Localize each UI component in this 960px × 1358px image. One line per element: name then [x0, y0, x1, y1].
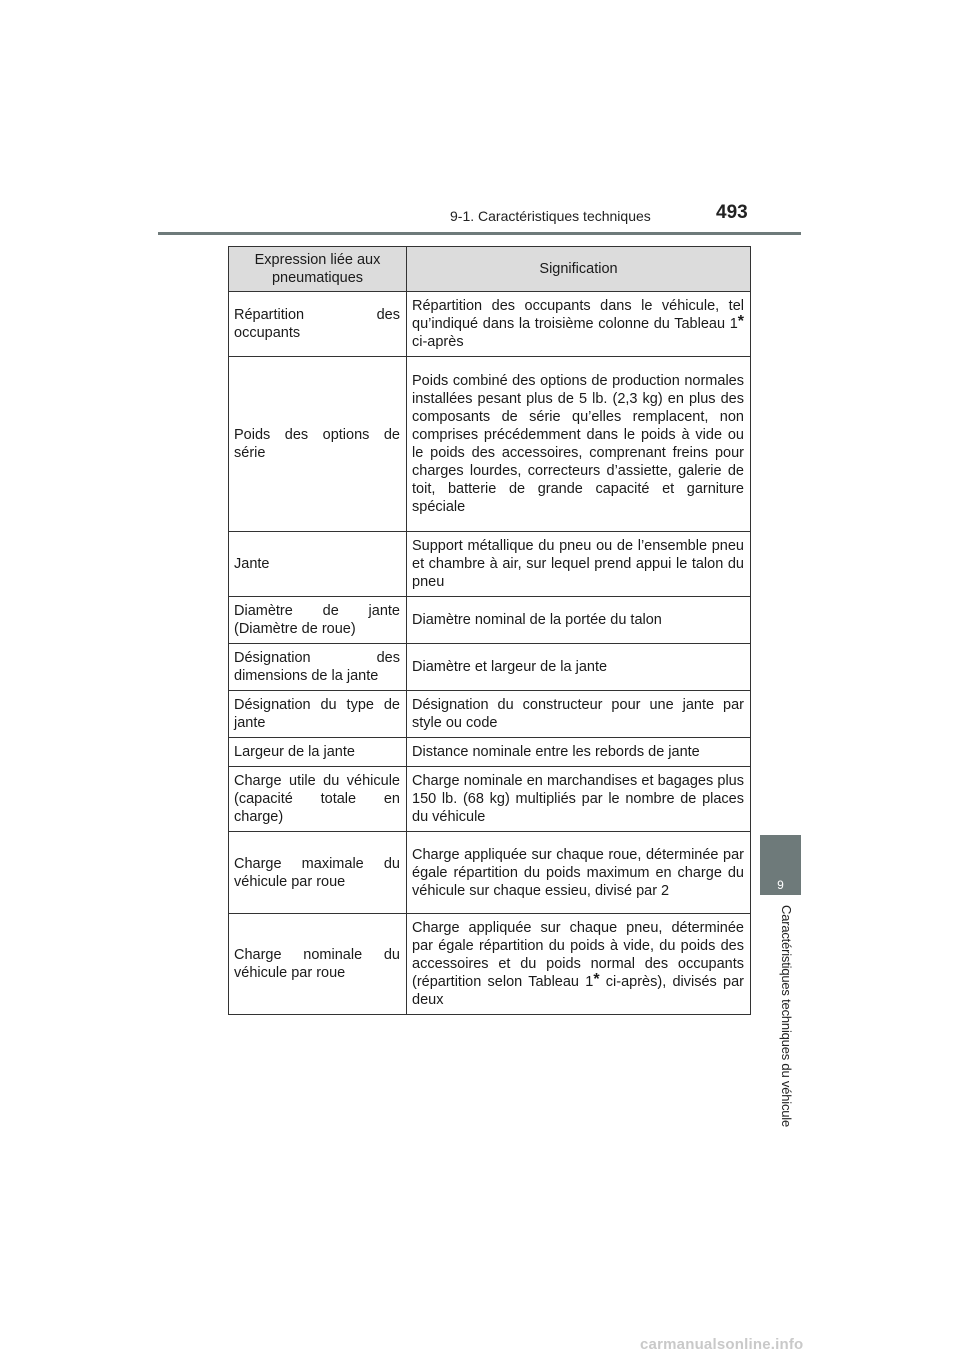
tire-terms-table	[228, 246, 751, 1015]
meaning-cell: Support métallique du pneu ou de l’ensemble pneu et chambre à air, sur lequel prend appui le talon du pneu	[407, 532, 751, 597]
meaning-cell: Poids combiné des options de production normales installées pesant plus de 5 lb. (2,3 kg) en plus des composants de série qu’elles remplacent, non comprises précédemment dans le poids à vide ou le poids des accessoires, comprenant freins pour charges lourdes, correcteurs d’assiette, galerie de toit, batterie de grande capacité et garniture spéciale	[407, 357, 751, 532]
term-cell: Charge nominale du véhicule par roue	[229, 914, 407, 1015]
table-header-row	[229, 247, 751, 292]
term-cell: Répartition des occupants	[229, 292, 407, 357]
chapter-number: 9	[777, 878, 784, 892]
meaning-text-tail: ci-après	[412, 334, 464, 350]
meaning-cell: Distance nominale entre les rebords de jante	[407, 738, 751, 767]
chapter-title: Caractéristiques techniques du véhicule	[779, 905, 794, 1127]
watermark: carmanualsonline.info	[640, 1336, 804, 1353]
table-row	[229, 644, 751, 691]
column-header-term: Expression liée aux pneumatiques	[229, 247, 407, 292]
meaning-text-tail: ci-après), divisés par deux	[412, 974, 744, 1008]
term-cell: Charge utile du véhicule (capacité totale en charge)	[229, 767, 407, 832]
term-cell: Charge maximale du véhicule par roue	[229, 832, 407, 914]
meaning-cell: Charge appliquée sur chaque roue, déterminée par égale répartition du poids maximum en charge du véhicule sur chaque essieu, divisé par 2	[407, 832, 751, 914]
meaning-text: Répartition des occupants dans le véhicule, tel qu’indiqué dans la troisième colonne du Tableau 1	[412, 298, 744, 332]
table-row	[229, 738, 751, 767]
table-row	[229, 914, 751, 1015]
table-row	[229, 832, 751, 914]
table-row	[229, 767, 751, 832]
header-rule	[158, 232, 801, 235]
header-section-title: 9-1. Caractéristiques techniques	[450, 208, 651, 224]
table-row	[229, 532, 751, 597]
term-cell: Poids des options de série	[229, 357, 407, 532]
term-cell: Largeur de la jante	[229, 738, 407, 767]
table-row	[229, 292, 751, 357]
term-cell: Diamètre de jante (Diamètre de roue)	[229, 597, 407, 644]
meaning-cell: Diamètre nominal de la portée du talon	[407, 597, 751, 644]
term-cell: Désignation des dimensions de la jante	[229, 644, 407, 691]
meaning-cell: Diamètre et largeur de la jante	[407, 644, 751, 691]
table-row	[229, 691, 751, 738]
page-number: 493	[716, 202, 748, 223]
column-header-meaning: Signification	[407, 247, 751, 292]
table-row	[229, 597, 751, 644]
meaning-text: Charge appliquée sur chaque pneu, déterminée par égale répartition du poids à vide, du poids des accessoires et du poids normal des occupants (répartition selon Tableau 1	[412, 920, 744, 990]
table-row	[229, 357, 751, 532]
meaning-cell	[407, 914, 751, 1015]
chapter-tab[interactable]	[760, 835, 801, 895]
footnote-star: *	[737, 313, 744, 330]
term-cell: Jante	[229, 532, 407, 597]
term-cell: Désignation du type de jante	[229, 691, 407, 738]
footnote-star: *	[593, 971, 600, 988]
meaning-cell: Désignation du constructeur pour une jante par style ou code	[407, 691, 751, 738]
meaning-cell: Charge nominale en marchandises et bagages plus 150 lb. (68 kg) multipliés par le nombre de places du véhicule	[407, 767, 751, 832]
meaning-cell	[407, 292, 751, 357]
